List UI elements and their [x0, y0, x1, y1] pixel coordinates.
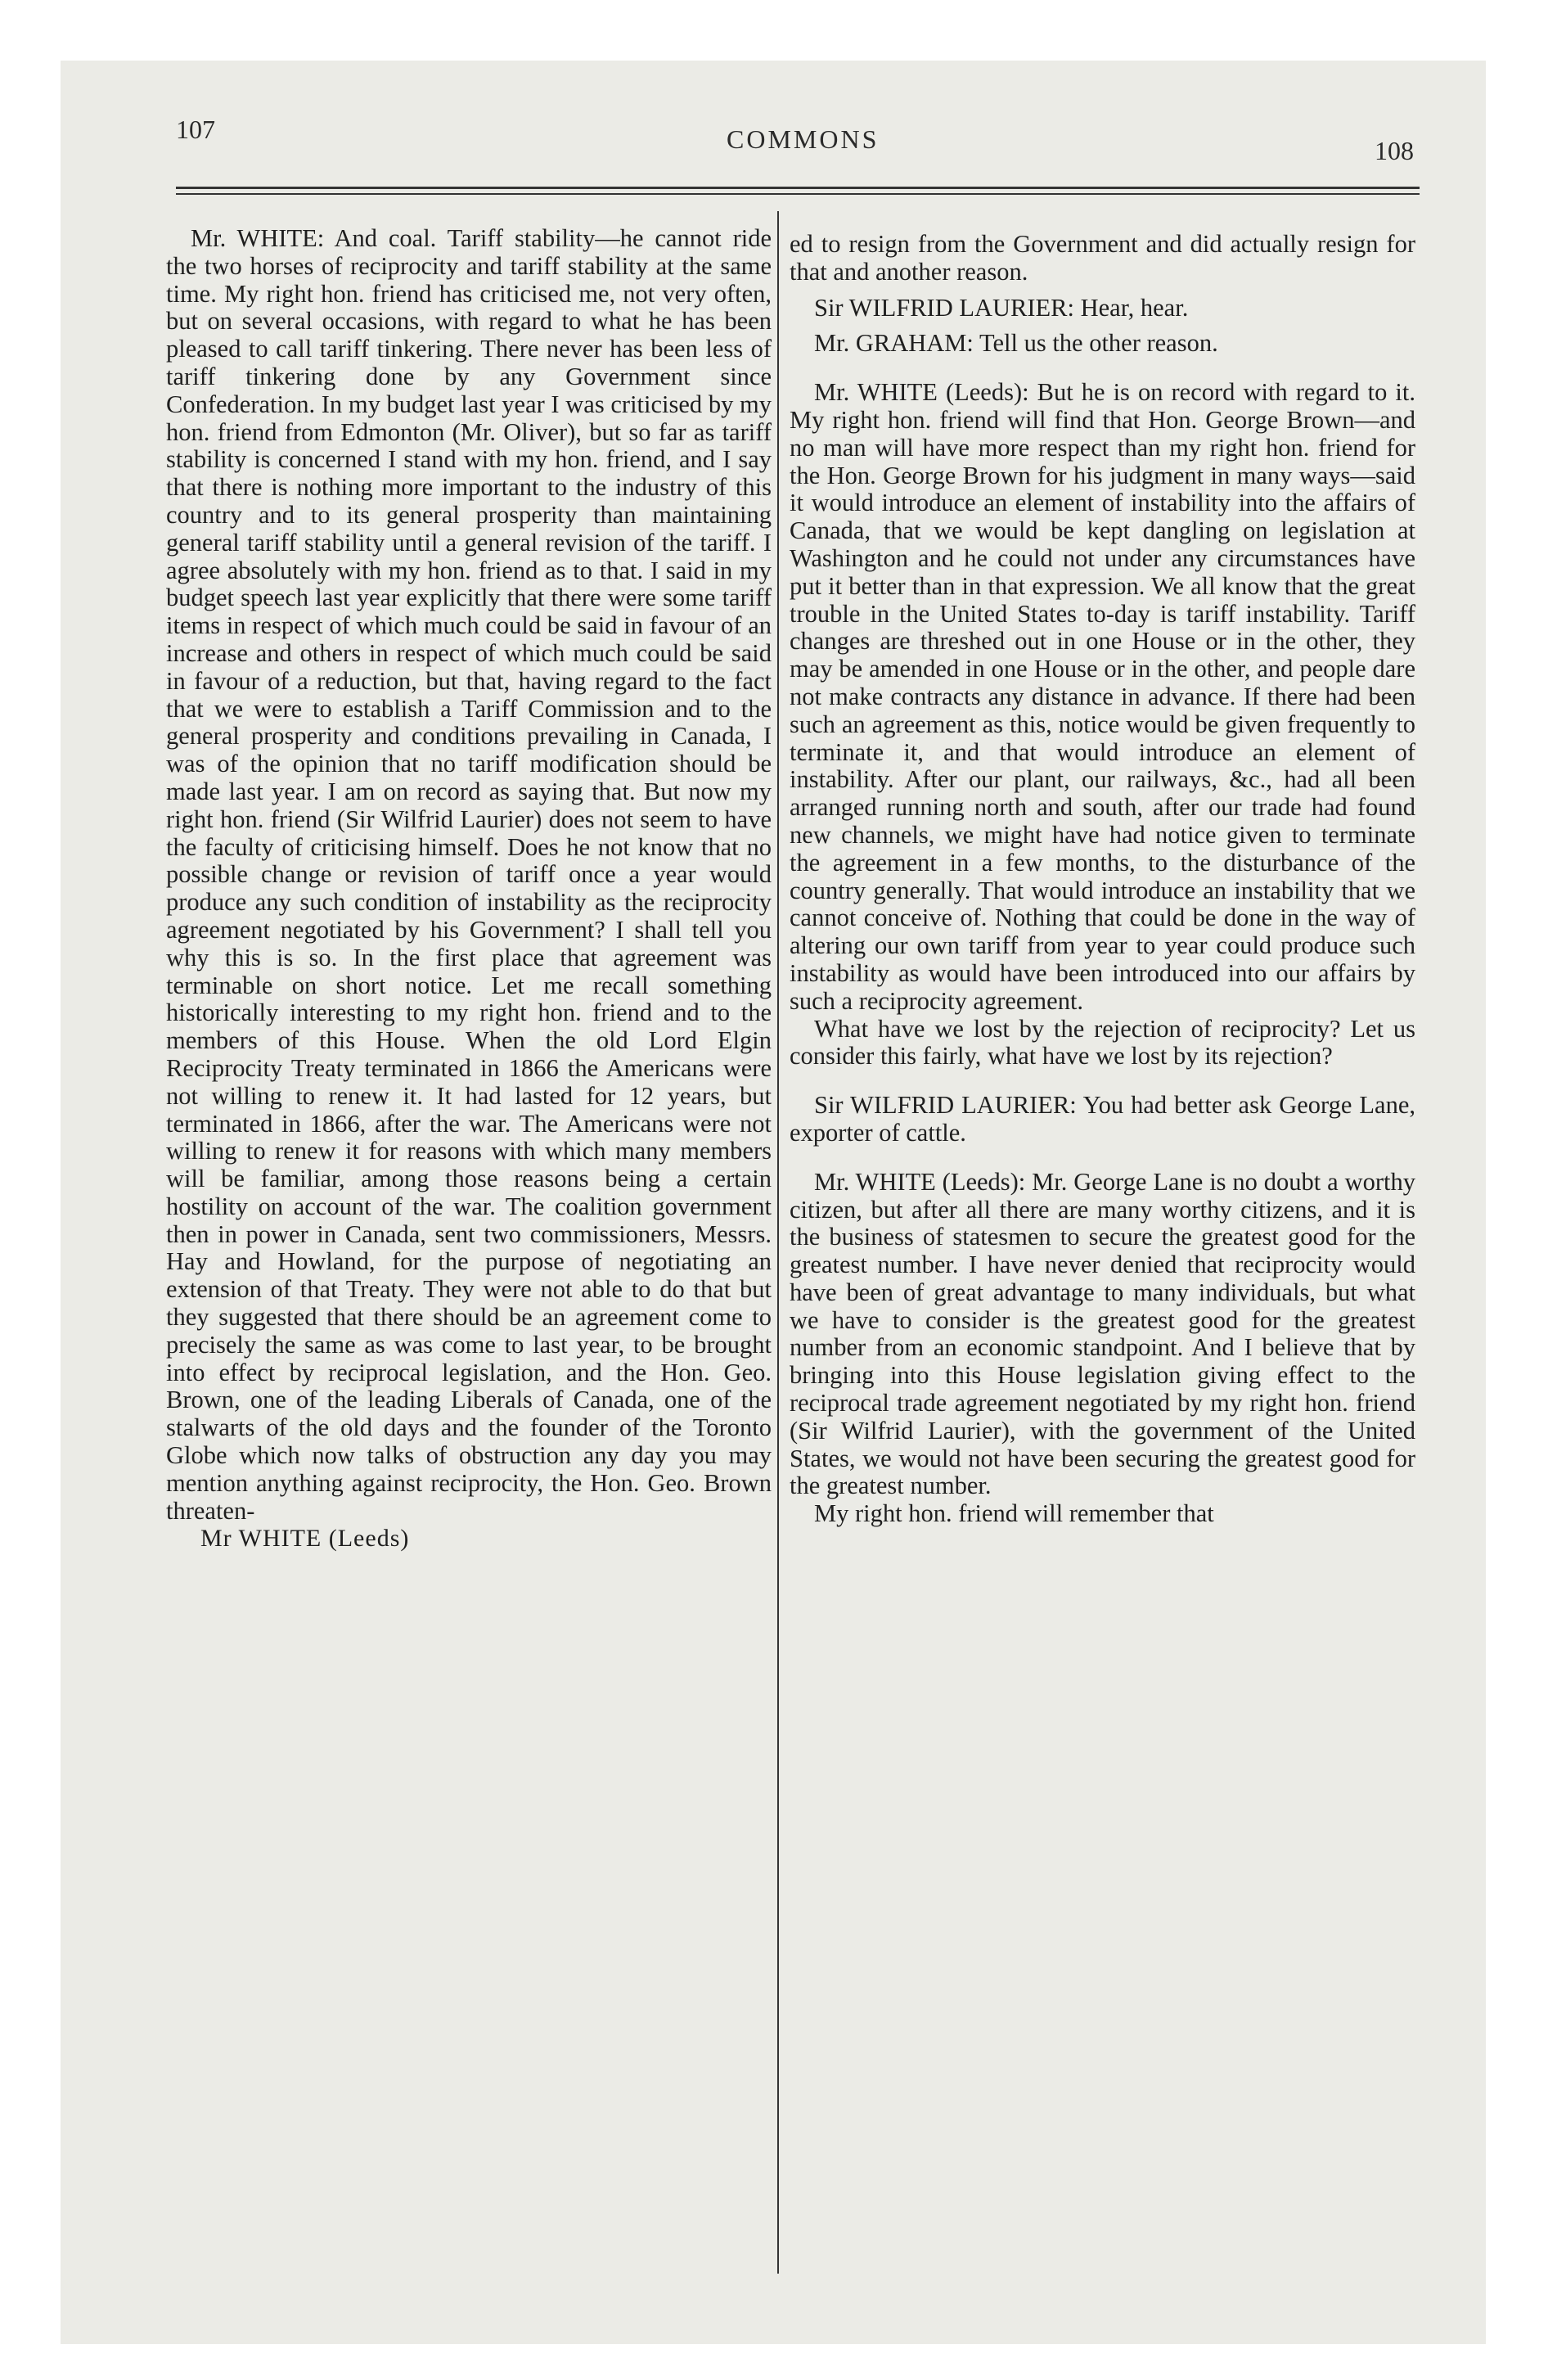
- speaker-paragraph: Mr. WHITE (Leeds): But he is on record with regard to it. My right hon. friend will find that Hon. George Brown—and no man will have more respect than my right hon. friend for the Hon. George Brown for his judgment in many ways—said it would introduce an element of instability into the affairs of Canada, that we would be kept dangling on legislation at Washington and he could not under any circumstances have put it better than in that expression. We all know that the great trouble in the United States to-day is tariff instability. Tariff changes are threshed out in one House or in the other, they may be amended in one House or in the other, and people dare not make contracts any distance in advance. If there had been such an agreement as this, notice would be given frequently to terminate it, and that would introduce an element of instability. After our plant, our railways, &c., had all been arranged running north and south, after our trade had found new channels, we might have had notice given to terminate the agreement in a few months, to the disturbance of the country generally. That would introduce an instability that we cannot conceive of. Nothing that could be done in the way of altering our own tariff from year to year could produce such instability as would have been introduced into our affairs by such a reciprocity agreement.: [790, 378, 1415, 1015]
- right-paragraph: My right hon. friend will remember that: [814, 1499, 1214, 1528]
- page-number-right: 108: [1375, 136, 1414, 165]
- running-head: COMMONS: [727, 124, 880, 154]
- speaker-paragraph: Mr. WHITE (Leeds): Mr. George Lane is no doubt a worthy citizen, but after all there are many worthy citizens, and it is the business of statesmen to secure the greatest good for the greatest number. I have never denied that reciprocity would have been of great advantage to many individuals, but what we have to consider is the greatest good for the greatest number from an economic standpoint. And I believe that by bringing into this House legislation giving effect to the reciprocal trade agreement negotiated by my right hon. friend (Sir Wilfrid Laurier), with the government of the United States, we would not have been securing the greatest good for the greatest number.: [790, 1167, 1415, 1500]
- right-column: [790, 231, 1415, 1528]
- left-column: [166, 225, 772, 1553]
- right-paragraph: What have we lost by the rejection of reciprocity? Let us consider this fairly, what have we lost by its rejection?: [790, 1014, 1415, 1071]
- speaker-paragraph: Sir WILFRID LAURIER: You had better ask George Lane, exporter of cattle.: [790, 1091, 1415, 1147]
- header-rule: [176, 187, 1420, 189]
- column-footer-speaker: Mr WHITE (Leeds): [200, 1525, 410, 1553]
- speaker-paragraph: Mr. GRAHAM: Tell us the other reason.: [814, 329, 1218, 358]
- left-paragraph: Mr. WHITE: And coal. Tariff stability—he cannot ride the two horses of reciprocity and tariff stability at the same time. My right hon. friend has criticised me, not very often, but on several occasions, with regard to what he has been pleased to call tariff tinkering. There never has been less of tariff tinkering done by any Government since Confederation. In my budget last year I was criticised by my hon. friend from Edmonton (Mr. Oliver), but so far as tariff stability is concerned I stand with my hon. friend, and I say that there is nothing more important to the industry of this country and to its general prosperity than maintaining general tariff stability until a general revision of the tariff. I agree absolutely with my hon. friend as to that. I said in my budget speech last year explicitly that there were some tariff items in respect of which much could be said in favour of an increase and others in respect of which much could be said in favour of a reduction, but that, having regard to the fact that we were to establish a Tariff Commission and to the general prosperity and conditions prevailing in Canada, I was of the opinion that no tariff modification should be made last year. I am on record as saying that. But now my right hon. friend (Sir Wilfrid Laurier) does not seem to have the faculty of criticising himself. Does he not know that no possible change or revision of tariff once a year would produce any such condition of instability as the reciprocity agreement negotiated by his Government? I shall tell you why this is so. In the first place that agreement was terminable on short notice. Let me recall something historically interesting to my right hon. friend and to the members of this House. When the old Lord Elgin Reciprocity Treaty terminated in 1866 the Americans were not willing to renew it. It had lasted for 12 years, but terminated in 1866, after the war. The Americans were not willing to renew it for reasons with which many members will be familiar, among those reasons being a certain hostility on account of the war. The coalition government then in power in Canada, sent two commissioners, Messrs. Hay and Howland, for the purpose of negotiating an extension of that Treaty. They were not able to do that but they suggested that there should be an agreement come to precisely the same as was come to last year, to be brought into effect by reciprocal legislation, and the Hon. Geo. Brown, one of the leading Liberals of Canada, one of the stalwarts of the old days and the founder of the Toronto Globe which now talks of obstruction any day you may mention anything against reciprocity, the Hon. Geo. Brown threaten-: [166, 224, 772, 1525]
- column-divider: [777, 211, 779, 2274]
- right-paragraph: ed to resign from the Government and did actually resign for that and another reason.: [790, 230, 1415, 286]
- speaker-paragraph: Sir WILFRID LAURIER: Hear, hear.: [814, 293, 1189, 322]
- page-number-left: 107: [176, 115, 215, 144]
- header-rule-secondary: [176, 193, 1420, 195]
